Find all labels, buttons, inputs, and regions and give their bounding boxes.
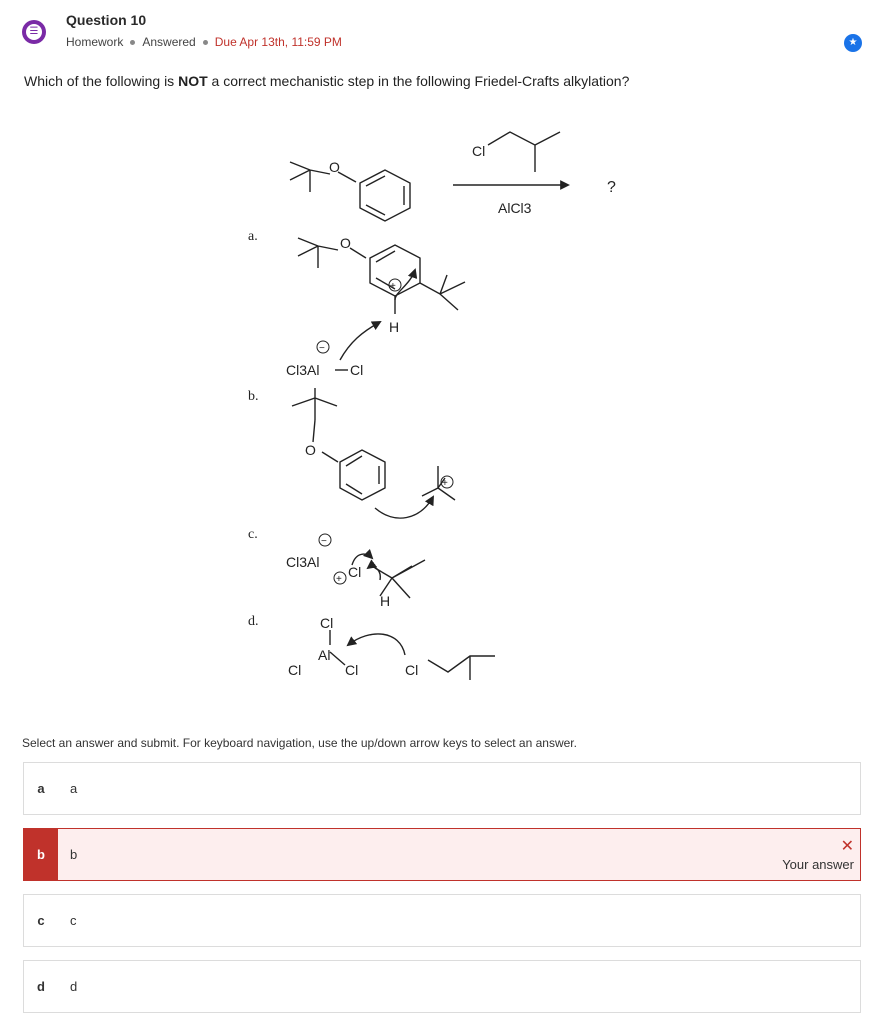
oxygen-label: O bbox=[340, 235, 351, 251]
answer-option-b[interactable] bbox=[23, 828, 861, 881]
option-c-label: c. bbox=[248, 527, 258, 542]
option-key: a bbox=[37, 781, 45, 796]
hydrogen-label: H bbox=[380, 593, 391, 609]
answer-option-c[interactable] bbox=[23, 894, 861, 947]
b-anion-label: Cl3Al bbox=[286, 362, 320, 378]
option-key: b bbox=[24, 829, 58, 880]
option-key: d bbox=[37, 979, 45, 994]
d-cl-right-label: Cl bbox=[345, 662, 359, 678]
plus-charge: + bbox=[336, 574, 342, 585]
option-a-label: a. bbox=[248, 229, 258, 244]
product-label: ? bbox=[607, 179, 616, 196]
c-anion-label: Cl3Al bbox=[286, 554, 320, 570]
separator-dot bbox=[130, 40, 135, 45]
oxygen-label: O bbox=[329, 159, 340, 175]
oxygen-label: O bbox=[305, 442, 316, 458]
separator-dot bbox=[203, 40, 208, 45]
answer-option-d[interactable] bbox=[23, 960, 861, 1013]
your-answer-label: Your answer bbox=[782, 857, 854, 872]
plus-charge: + bbox=[390, 281, 396, 292]
question-text: Which of the following is NOT a correct mechanistic step in the following Friedel-Crafts alkylation? bbox=[24, 73, 630, 89]
reagent-bottom-label: AlCl3 bbox=[498, 200, 532, 216]
minus-charge: − bbox=[321, 536, 327, 547]
hydrogen-label: H bbox=[389, 319, 400, 335]
option-b-label: b. bbox=[248, 389, 259, 404]
option-text: a bbox=[70, 781, 78, 796]
question-emphasis: NOT bbox=[178, 73, 208, 89]
question-meta bbox=[66, 35, 342, 49]
answer-feedback bbox=[782, 839, 854, 872]
question-list-icon[interactable]: ☰ bbox=[22, 20, 46, 44]
reaction-scheme-image bbox=[0, 120, 882, 720]
d-cl-left-label: Cl bbox=[288, 662, 302, 678]
reagent-top-label: Cl bbox=[472, 143, 486, 159]
question-header bbox=[22, 10, 862, 54]
minus-charge: − bbox=[319, 343, 325, 354]
option-d-label: d. bbox=[248, 614, 259, 629]
incorrect-icon: ✕ bbox=[840, 838, 854, 855]
b-cl-label: Cl bbox=[350, 362, 364, 378]
due-date: Due Apr 13th, 11:59 PM bbox=[214, 35, 342, 49]
question-status: Answered bbox=[142, 35, 196, 49]
plus-charge: + bbox=[442, 478, 448, 489]
d-al-label: Al bbox=[318, 647, 331, 663]
option-key: c bbox=[37, 913, 45, 928]
answer-option-a[interactable] bbox=[23, 762, 861, 815]
answer-instructions: Select an answer and submit. For keyboard navigation, use the up/down arrow keys to select an answer. bbox=[22, 736, 577, 750]
c-cl-label: Cl bbox=[348, 564, 362, 580]
d-cl-top-label: Cl bbox=[320, 615, 334, 631]
option-text: d bbox=[70, 979, 78, 994]
bookmark-icon[interactable]: ★ bbox=[844, 34, 862, 52]
option-text: c bbox=[70, 913, 77, 928]
question-type: Homework bbox=[66, 35, 124, 49]
option-text: b bbox=[70, 847, 78, 862]
d-chloride-label: Cl bbox=[405, 662, 419, 678]
question-title: Question 10 bbox=[66, 12, 147, 28]
